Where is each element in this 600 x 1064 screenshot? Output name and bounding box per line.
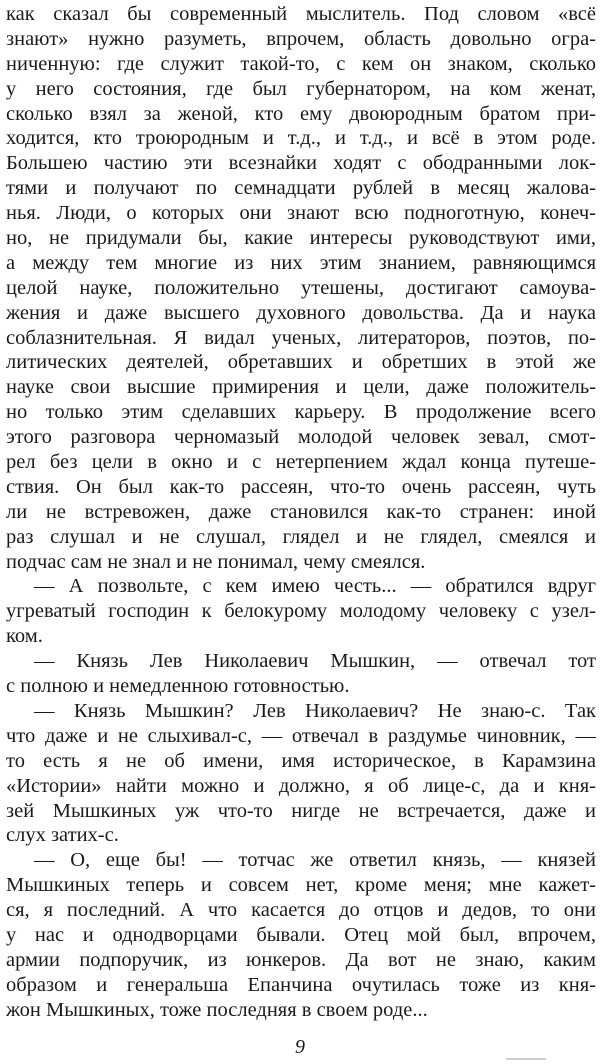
text-line: угреватый господин к белокурому молодому человеку с узел- bbox=[6, 600, 596, 623]
text-line: подчас сам не знал и не понимал, чему смеялся. bbox=[6, 550, 426, 573]
text-line: — А позвольте, с кем имею честь... — обратился вдруг bbox=[34, 575, 596, 598]
text-line: ниченную: где служит такой-то, с кем он знаком, сколько bbox=[6, 52, 596, 75]
text-line: что даже и не слыхивал-с, — отвечал в раздумье чиновник, — bbox=[6, 724, 596, 747]
paragraph bbox=[6, 2, 596, 574]
text-line: жения и даже высшего духовного довольства. Да и наука bbox=[6, 301, 596, 324]
text-line: ком. bbox=[6, 625, 43, 648]
text-line: — О, еще бы! — тотчас же ответил князь, — князей bbox=[34, 849, 596, 872]
text-line: ствия. Он был как-то рассеян, что-то очень рассеян, чуть bbox=[6, 475, 596, 498]
text-line: то есть я не об имени, имя историческое, в Карамзина bbox=[6, 749, 596, 772]
text-line: знают» нужно разуметь, впрочем, область довольно огра- bbox=[6, 27, 596, 50]
text-line: раз слушал и не слушал, глядел и не глядел, смеялся и bbox=[6, 525, 596, 548]
text-line: Мышкиных теперь и совсем нет, кроме меня; мне кажет- bbox=[6, 874, 596, 897]
text-line: слух затих-с. bbox=[6, 824, 119, 847]
text-line: — Князь Лев Николаевич Мышкин, — отвечал тот bbox=[34, 650, 596, 673]
text-line: но только этим сделавших карьеру. В продолжение всего bbox=[6, 401, 596, 424]
text-line: армии подпоручик, из юнкеров. Да вот не знаю, каким bbox=[6, 948, 596, 971]
text-line: у нас и однодворцами бывали. Отец мой был, впрочем, bbox=[6, 923, 596, 946]
text-line: образом и генеральша Епанчина очутилась тоже из кня- bbox=[6, 973, 596, 996]
paragraph bbox=[6, 848, 596, 1022]
paragraph bbox=[6, 699, 596, 848]
text-line: тями и получают по семнадцати рублей в месяц жалова- bbox=[6, 177, 596, 200]
text-line: этого разговора черномазый молодой человек зевал, смот- bbox=[6, 426, 596, 449]
text-line: рел без цели в окно и с нетерпением ждал конца путеше- bbox=[6, 451, 596, 474]
text-line: жон Мышкиных, тоже последняя в своем роде... bbox=[6, 998, 428, 1021]
text-line: литических деятелей, обретавших и обретших в этой же bbox=[6, 351, 596, 374]
text-line: зей Мышкиных уж что-то нигде не встречается, даже и bbox=[6, 799, 596, 822]
text-line: Большею частию эти всезнайки ходят с ободранными лок- bbox=[6, 152, 596, 175]
text-line: нья. Люди, о которых они знают всю подноготную, конеч- bbox=[6, 202, 596, 225]
page-number: 9 bbox=[295, 1036, 305, 1058]
text-line: сколько взял за женой, кто ему двоюродным братом при- bbox=[6, 102, 596, 125]
text-line: но, не придумали бы, какие интересы руководствуют ими, bbox=[6, 227, 596, 250]
text-line: а между тем многие из них этим знанием, равняющимся bbox=[6, 251, 596, 274]
text-line: у него состояния, где был губернатором, на ком женат, bbox=[6, 77, 596, 100]
paragraph bbox=[6, 574, 596, 649]
text-line: целой науке, положительно утешены, достигают самоува- bbox=[6, 276, 596, 299]
footer-rule bbox=[506, 1058, 546, 1060]
text-line: науке свои высшие примирения и цели, даже положитель- bbox=[6, 376, 596, 399]
text-line: с полною и немедленною готовностью. bbox=[6, 675, 350, 698]
text-line: ся, я последний. А что касается до отцов и дедов, то они bbox=[6, 899, 596, 922]
text-line: — Князь Мышкин? Лев Николаевич? Не знаю-с. Так bbox=[34, 699, 596, 722]
text-line: соблазнительная. Я видал ученых, литераторов, поэтов, по- bbox=[6, 326, 596, 349]
text-line: ли не встревожен, даже становился как-то странен: иной bbox=[6, 500, 596, 523]
paragraph bbox=[6, 649, 596, 699]
text-line: как сказал бы современный мыслитель. Под словом «всё bbox=[6, 3, 596, 25]
text-line: ходится, кто троюродным и т.д., и т.д., и всё в этом роде. bbox=[6, 127, 596, 150]
text-line: «Истории» найти можно и должно, я об лице-с, да и кня- bbox=[6, 774, 596, 797]
page-text bbox=[6, 2, 596, 1023]
